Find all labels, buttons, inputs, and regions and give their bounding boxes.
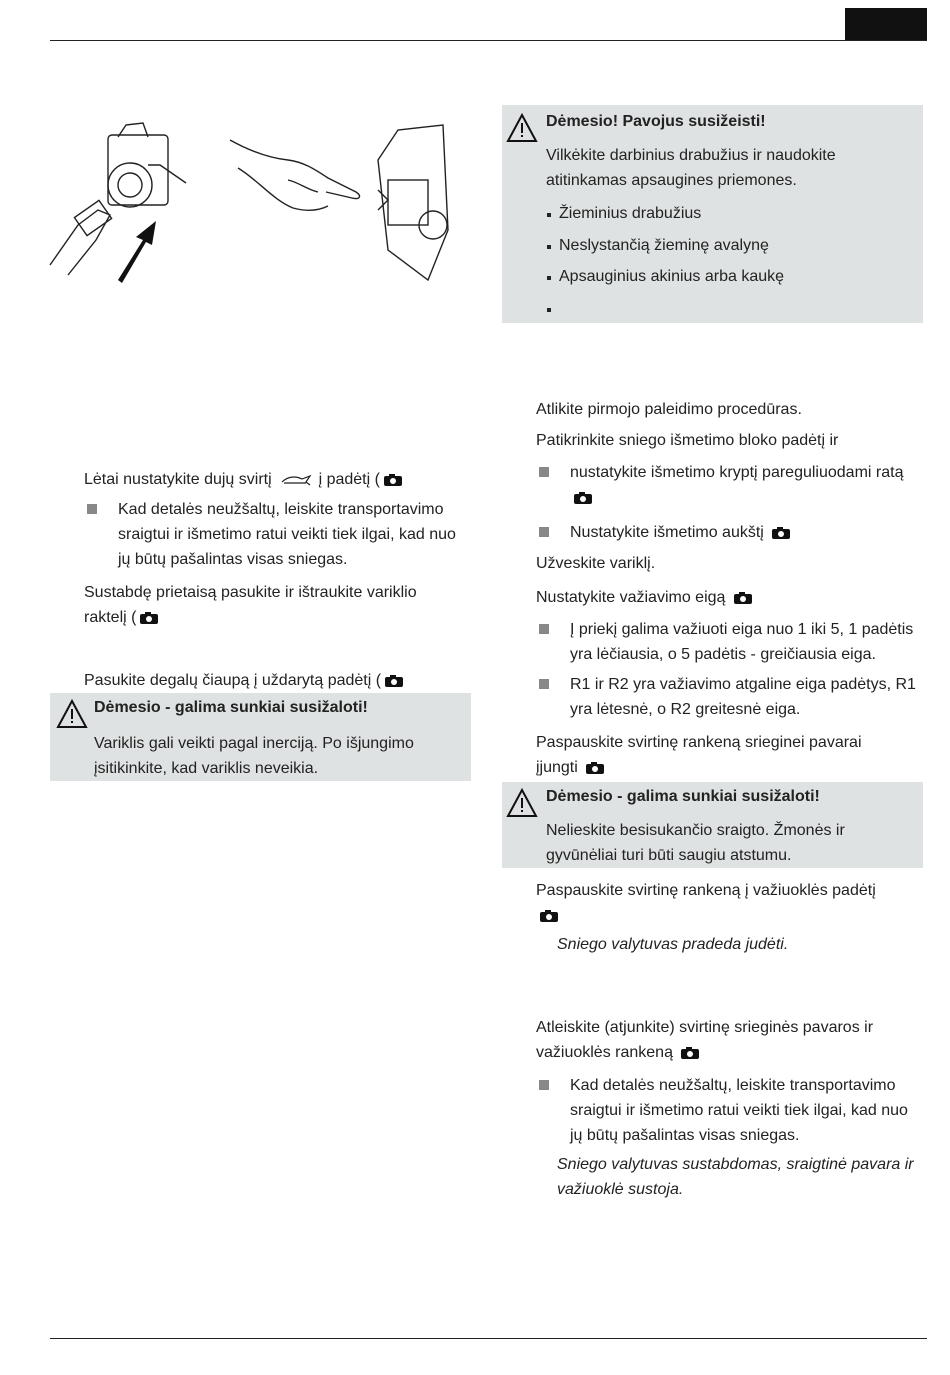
spark-plug-connector-illustration bbox=[48, 115, 198, 285]
warning-title: Dėmesio - galima sunkiai susižaloti! bbox=[546, 788, 820, 805]
list-item: Nustatykite išmetimo aukštį bbox=[570, 520, 790, 545]
bullet-marker bbox=[539, 679, 549, 689]
result-text: Sniego valytuvas pradeda judėti. bbox=[557, 936, 789, 953]
bullet-dot bbox=[547, 308, 551, 312]
paragraph: Atleiskite (atjunkite) svirtinę srieginės pavaros ir važiuoklės rankeną bbox=[536, 1019, 874, 1061]
bullet-dot bbox=[547, 276, 551, 280]
warning-box bbox=[502, 105, 923, 323]
list-item: Kad detalės neužšaltų, leiskite transportavimo sraigtui ir išmetimo ratui veikti tiek ilgai, kad nuo jų būtų pašalintas visas sniegas. bbox=[118, 501, 456, 568]
hare-throttle-icon bbox=[280, 473, 314, 487]
list-item: Žieminius drabužius bbox=[559, 205, 702, 222]
camera-icon bbox=[772, 527, 790, 539]
warning-title: Dėmesio! Pavojus susižeisti! bbox=[546, 113, 766, 130]
result-text: Sniego valytuvas sustabdomas, sraigtinė pavara ir važiuoklė sustoja. bbox=[557, 1156, 914, 1198]
header-rule bbox=[50, 40, 927, 41]
list-item: Kad detalės neužšaltų, leiskite transportavimo sraigtui ir išmetimo ratui veikti tiek ilgai, kad nuo jų būtų pašalintas visas sniegas. bbox=[570, 1077, 908, 1144]
camera-icon bbox=[385, 675, 403, 687]
list-item: Neslystančią žieminę avalynę bbox=[559, 237, 769, 254]
camera-icon bbox=[384, 474, 402, 486]
instruction-stop: Sustabdę prietaisą pasukite ir ištraukite variklio raktelį ( bbox=[84, 584, 417, 626]
bullet-marker bbox=[539, 527, 549, 537]
hand-pressing-button-illustration bbox=[228, 120, 450, 285]
bullet-dot bbox=[547, 213, 551, 217]
paragraph: Paspauskite svirtinę rankeną srieginei pavarai įjungti bbox=[536, 734, 862, 776]
camera-icon bbox=[540, 910, 558, 922]
warning-triangle-icon bbox=[56, 699, 88, 729]
list-item: Apsauginius akinius arba kaukę bbox=[559, 268, 785, 285]
warning-text: Vilkėkite darbinius drabužius ir naudokite atitinkamas apsaugines priemones. bbox=[546, 147, 836, 189]
camera-icon bbox=[574, 492, 592, 504]
list-item: R1 ir R2 yra važiavimo atgaline eiga padėtys, R1 yra lėtesnė, o R2 greitesnė eiga. bbox=[570, 676, 916, 718]
warning-title: Dėmesio - galima sunkiai susižaloti! bbox=[94, 699, 368, 716]
paragraph: Patikrinkite sniego išmetimo bloko padėtį ir bbox=[536, 432, 839, 449]
paragraph: Nustatykite važiavimo eigą bbox=[536, 585, 752, 610]
list-item: Į priekį galima važiuoti eiga nuo 1 iki 5, 1 padėtis yra lėčiausia, o 5 padėtis - greičiausia eiga. bbox=[570, 621, 914, 663]
paragraph: Užveskite variklį. bbox=[536, 555, 656, 572]
warning-triangle-icon bbox=[506, 113, 538, 143]
warning-box bbox=[502, 782, 923, 868]
bullet-dot bbox=[547, 245, 551, 249]
warning-triangle-icon bbox=[506, 788, 538, 818]
warning-text: Nelieskite besisukančio sraigto. Žmonės ir gyvūnėliai turi būti saugiu atstumu. bbox=[546, 822, 845, 864]
camera-icon bbox=[586, 762, 604, 774]
camera-icon bbox=[681, 1047, 699, 1059]
footer-rule bbox=[50, 1338, 927, 1339]
bullet-marker bbox=[539, 1080, 549, 1090]
page-tab-marker bbox=[845, 8, 927, 40]
warning-box bbox=[50, 693, 471, 781]
bullet-marker bbox=[539, 624, 549, 634]
paragraph: Atlikite pirmojo paleidimo procedūras. bbox=[536, 401, 802, 418]
bullet-marker bbox=[539, 467, 549, 477]
paragraph: Paspauskite svirtinę rankeną į važiuoklės padėtį bbox=[536, 878, 916, 928]
warning-text: Variklis gali veikti pagal inerciją. Po išjungimo įsitikinkite, kad variklis neveikia. bbox=[94, 735, 414, 777]
bullet-marker bbox=[87, 504, 97, 514]
camera-icon bbox=[734, 592, 752, 604]
instruction-fuel-valve: Pasukite degalų čiaupą į uždarytą padėtį ( bbox=[84, 668, 464, 693]
list-item: nustatykite išmetimo kryptį pareguliuodami ratą bbox=[570, 460, 925, 510]
camera-icon bbox=[140, 612, 158, 624]
instruction-throttle: Lėtai nustatykite dujų svirtį į padėtį ( bbox=[84, 467, 464, 492]
